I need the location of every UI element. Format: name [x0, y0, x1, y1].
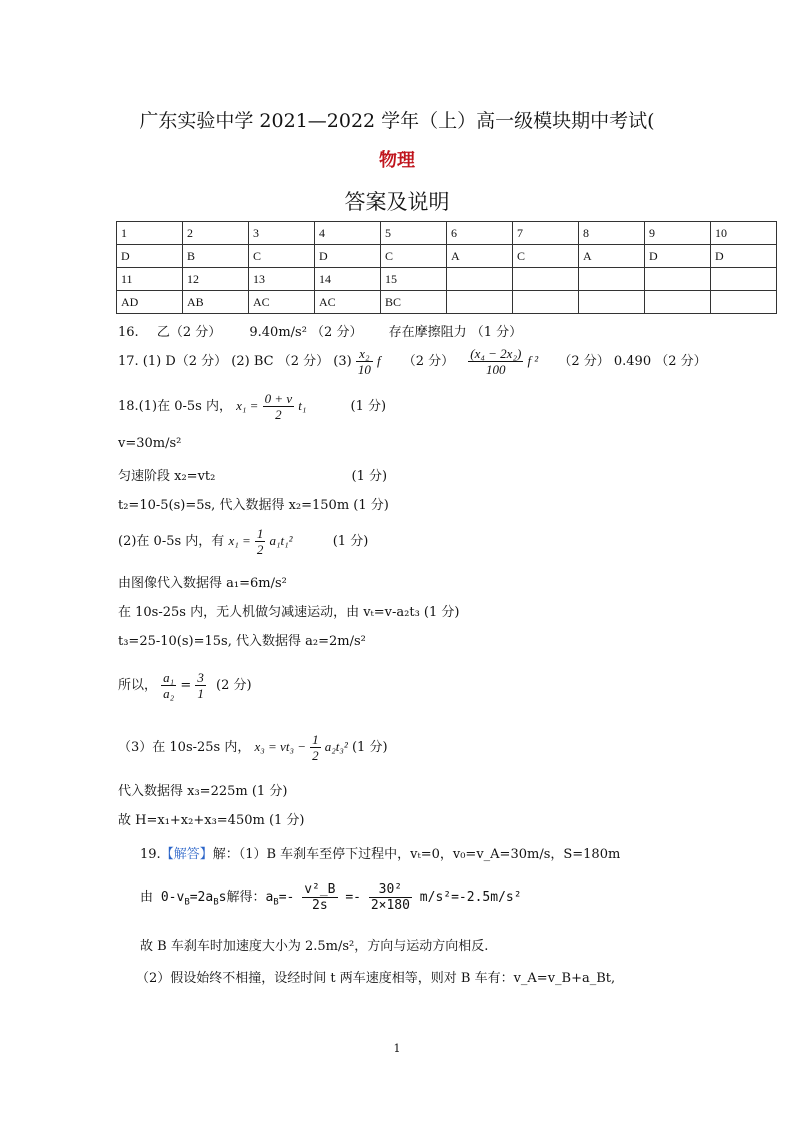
q16-part-a: 乙（2 分）	[156, 325, 222, 340]
table-cell	[711, 291, 777, 314]
table-cell	[645, 291, 711, 314]
table-cell: B	[183, 245, 249, 268]
q19-line-4: （2）假设始终不相撞，设经时间 t 两车速度相等，则对 B 车有：v_A=v_B+a_Bt,	[136, 971, 616, 986]
numerator: 3	[197, 670, 204, 685]
numerator: v²_B	[304, 882, 336, 897]
denominator: 2	[275, 407, 282, 422]
q18-l3-score: (1 分)	[351, 469, 388, 484]
q16-number: 16.	[118, 325, 139, 340]
q18-l10-fraction	[310, 732, 321, 763]
table-cell	[447, 268, 513, 291]
q19-line-2: 由 $0-v_B=2a_Bs$解得：$a_B=-$ $\frac{\text{v²\_B}}{2s}$ =- $\frac{\text{30²}}{2\times 180}$ m/s²=-2.5m/s²	[140, 882, 522, 913]
q18-line-3	[118, 465, 387, 484]
q18-l5-pre: (2)在 0-5s 内，有	[118, 534, 225, 549]
q18-l1-fraction	[263, 391, 295, 422]
q19-l1-text: 解：（1）B 车刹车至停下过程中，vₜ=0，v₀=v_A=30m/s，S=180m	[212, 847, 621, 862]
numerator: 1	[312, 732, 319, 747]
table-cell: 13	[249, 268, 315, 291]
q19-l2-mid2: s解得：a	[218, 890, 274, 905]
denominator: 2	[312, 748, 319, 763]
denominator: 2×180	[370, 898, 410, 913]
table-cell: A	[447, 245, 513, 268]
q18-line-9	[118, 670, 252, 701]
q18-line-10	[118, 732, 388, 763]
table-cell	[711, 268, 777, 291]
table-cell: 10	[711, 222, 777, 245]
q18-l9-fraction	[161, 670, 176, 701]
q18-l5-tail: a₁t₁²	[269, 533, 293, 548]
numerator: a₁	[163, 670, 175, 685]
table-cell: 6	[447, 222, 513, 245]
answers-heading: 答案及说明	[344, 190, 450, 214]
q18-line-12: 故 H=x₁+x₂+x₃=450m (1 分)	[118, 813, 305, 828]
table-cell	[579, 268, 645, 291]
q18-l5-fraction	[255, 526, 266, 557]
table-cell	[447, 291, 513, 314]
table-cell	[579, 291, 645, 314]
q19-l2-eq2: =-	[345, 890, 361, 905]
q17-f2-tail: f ²	[527, 353, 539, 368]
table-row	[117, 222, 777, 245]
q19-l2-sub: B	[184, 897, 190, 908]
table-cell: D	[711, 245, 777, 268]
answer-tag: 【解答】	[160, 847, 213, 862]
q19-l2-tail: m/s²=-2.5m/s²	[419, 890, 522, 905]
q16-line	[118, 321, 522, 340]
q19-l2-eq: =-	[278, 890, 295, 905]
table-cell: BC	[381, 291, 447, 314]
q18-l10-pre: （3）在 10s-25s 内，	[118, 740, 251, 755]
q18-l9-eq: =	[180, 678, 192, 693]
q17-line	[118, 346, 707, 377]
table-cell: C	[249, 245, 315, 268]
answer-table	[116, 221, 777, 314]
table-cell: AD	[117, 291, 183, 314]
table-cell: 14	[315, 268, 381, 291]
q18-l3-text: 匀速阶段 x₂=vt₂	[118, 469, 216, 484]
q18-line-6: 由图像代入数据得 a₁=6m/s²	[118, 576, 287, 591]
q17-fraction-2	[468, 346, 523, 377]
table-cell: C	[513, 245, 579, 268]
q16-part-c: 存在摩擦阻力 （1 分）	[388, 325, 523, 340]
denominator: 2s	[312, 898, 328, 913]
page-title: 广东实验中学 2021—2022 学年（上）高一级模块期中考试(	[139, 110, 655, 132]
table-cell	[645, 268, 711, 291]
q19-line-1	[140, 843, 620, 862]
table-cell: 1	[117, 222, 183, 245]
q17-fraction-1	[356, 346, 373, 377]
table-cell: 7	[513, 222, 579, 245]
q19-l2-fraction	[302, 882, 337, 913]
q19-l2-fraction-2	[369, 882, 412, 913]
table-row	[117, 291, 777, 314]
table-cell: 5	[381, 222, 447, 245]
q18-l9-pre: 所以，	[118, 678, 158, 693]
numerator: x₂	[356, 346, 373, 362]
numerator: 30²	[369, 882, 412, 898]
denominator: a₂	[163, 686, 175, 701]
table-row	[117, 245, 777, 268]
page-number: 1	[393, 1042, 401, 1055]
table-cell	[513, 291, 579, 314]
table-cell: 8	[579, 222, 645, 245]
table-cell: 11	[117, 268, 183, 291]
q17-text: 17. (1) D（2 分） (2) BC （2 分） (3)	[118, 354, 352, 369]
table-cell: AB	[183, 291, 249, 314]
table-cell: AC	[315, 291, 381, 314]
numerator: 0 + v	[264, 391, 293, 406]
q19-l2-mid: =2a	[189, 890, 214, 905]
q18-l5-score: (1 分)	[332, 534, 369, 549]
q19-number: 19.	[140, 847, 161, 862]
q19-l2-pre: 由 0-v	[140, 890, 185, 905]
q18-l5-eq: x₁ =	[228, 533, 251, 548]
q16-part-b: 9.40m/s² （2 分）	[249, 325, 363, 340]
table-cell: A	[579, 245, 645, 268]
q18-l10-tail: a₂t₃²	[324, 739, 348, 754]
denominator: 1	[197, 686, 204, 701]
numerator: 1	[256, 526, 264, 541]
q18-line-5	[118, 526, 368, 557]
q18-l10-score: (1 分)	[351, 740, 388, 755]
q19-line-3: 故 B 车刹车时加速度大小为 2.5m/s²，方向与运动方向相反.	[140, 939, 489, 954]
numerator: (x₄ − 2x₂)	[470, 346, 522, 361]
table-row	[117, 268, 777, 291]
table-cell: C	[381, 245, 447, 268]
table-cell: D	[315, 245, 381, 268]
q17-f1-tail: f	[376, 353, 381, 368]
denominator: 100	[486, 362, 506, 377]
table-cell: AC	[249, 291, 315, 314]
q18-line-4: t₂=10-5(s)=5s, 代入数据得 x₂=150m (1 分)	[118, 498, 389, 513]
q17-score-2: （2 分） 0.490 （2 分）	[558, 354, 707, 369]
table-cell: 12	[183, 268, 249, 291]
table-cell: 4	[315, 222, 381, 245]
denominator: 10	[357, 362, 371, 377]
q17-score-1: （2 分）	[402, 354, 455, 369]
q18-line-11: 代入数据得 x₃=225m (1 分)	[118, 784, 288, 799]
table-cell: 2	[183, 222, 249, 245]
q18-line-7: 在 10s-25s 内，无人机做匀减速运动，由 vₜ=v-a₂t₃ (1 分)	[118, 605, 460, 620]
table-cell: 15	[381, 268, 447, 291]
q18-line-8: t₃=25-10(s)=15s, 代入数据得 a₂=2m/s²	[118, 634, 366, 649]
q18-line-2: v=30m/s²	[118, 436, 182, 451]
table-cell: D	[645, 245, 711, 268]
q18-l1-score: (1 分)	[350, 399, 387, 414]
subject-heading: 物理	[379, 150, 415, 171]
table-cell: 3	[249, 222, 315, 245]
denominator: 2	[256, 542, 264, 557]
q18-line-1	[118, 391, 386, 422]
q18-l9-fraction-2	[195, 670, 206, 701]
q18-l1-eq: x₁ =	[236, 398, 259, 413]
table-cell	[513, 268, 579, 291]
q18-l9-score: (2 分)	[216, 678, 252, 693]
q18-l1-pre: 18.(1)在 0-5s 内，	[118, 399, 232, 414]
q18-l10-eq: x₃ = vt₃ −	[254, 739, 306, 754]
q18-l1-tail: t₁	[298, 398, 307, 413]
table-cell: D	[117, 245, 183, 268]
table-cell: 9	[645, 222, 711, 245]
